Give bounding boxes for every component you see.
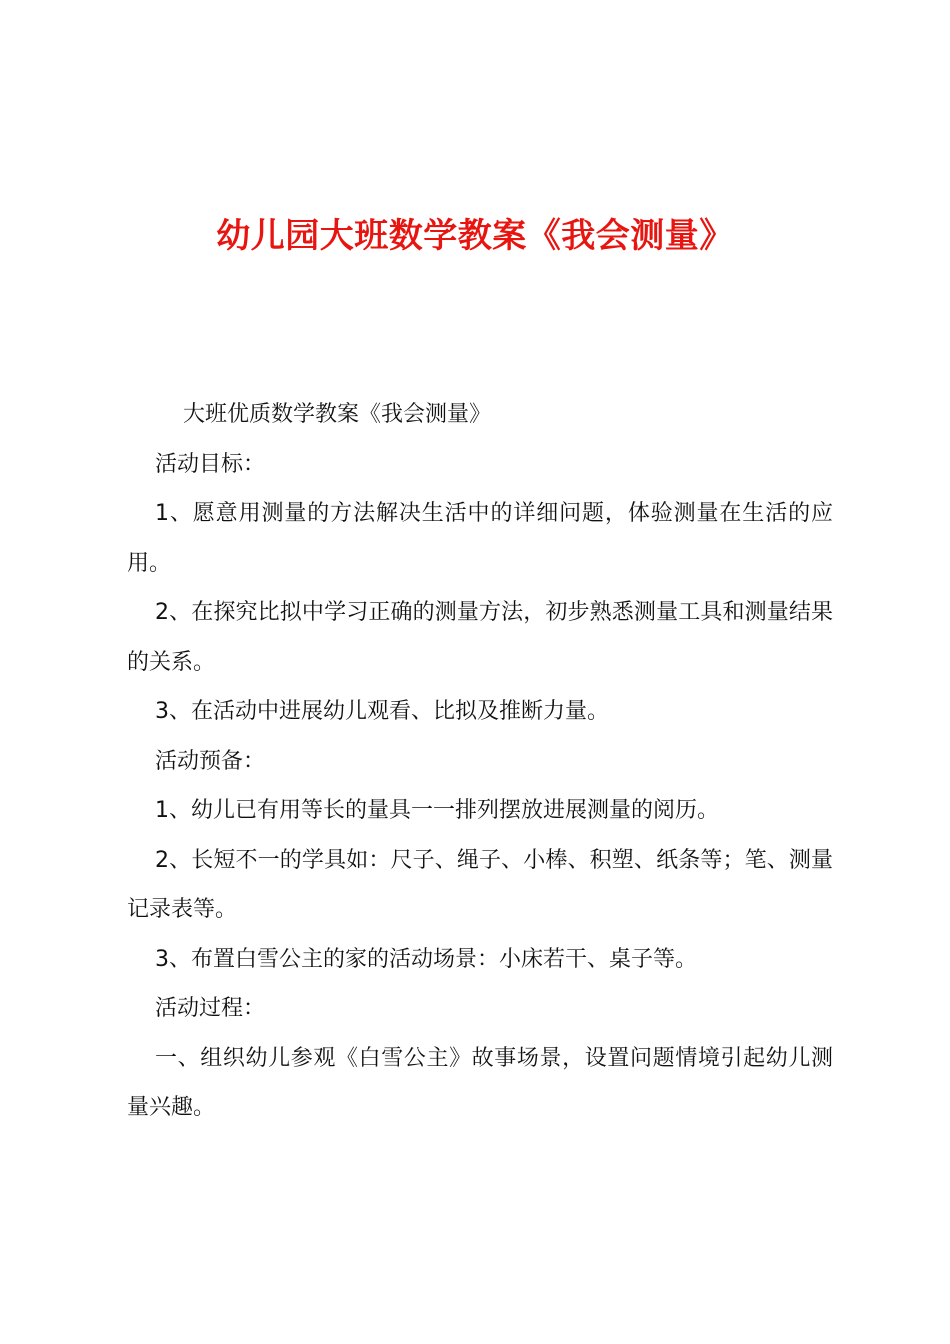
document-body: [127, 390, 833, 1133]
process-item-1: 一、组织幼儿参观《白雪公主》故事场景，设置问题情境引起幼儿测量兴趣。: [127, 1045, 833, 1120]
document-title: 幼儿园大班数学教案《我会测量》: [216, 216, 734, 256]
goal-item-3: 3、在活动中进展幼儿观看、比拟及推断力量。: [155, 699, 609, 724]
preparation-item-1: 1、幼儿已有用等长的量具一一排列摆放进展测量的阅历。: [155, 798, 719, 823]
subtitle-paragraph: 大班优质数学教案《我会测量》: [183, 402, 492, 427]
section-heading-process: 活动过程：: [155, 996, 266, 1021]
goal-item-1: 1、愿意用测量的方法解决生活中的详细问题，体验测量在生活的应用。: [127, 501, 833, 576]
preparation-item-3: 3、布置白雪公主的家的活动场景：小床若干、桌子等。: [155, 946, 697, 972]
section-heading-preparation: 活动预备：: [155, 748, 266, 774]
preparation-item-2: 2、长短不一的学具如：尺子、绳子、小棒、积塑、纸条等；笔、测量记录表等。: [127, 847, 833, 922]
section-heading-goals: 活动目标：: [155, 451, 266, 477]
goal-item-2: 2、在探究比拟中学习正确的测量方法，初步熟悉测量工具和测量结果的关系。: [127, 600, 833, 675]
